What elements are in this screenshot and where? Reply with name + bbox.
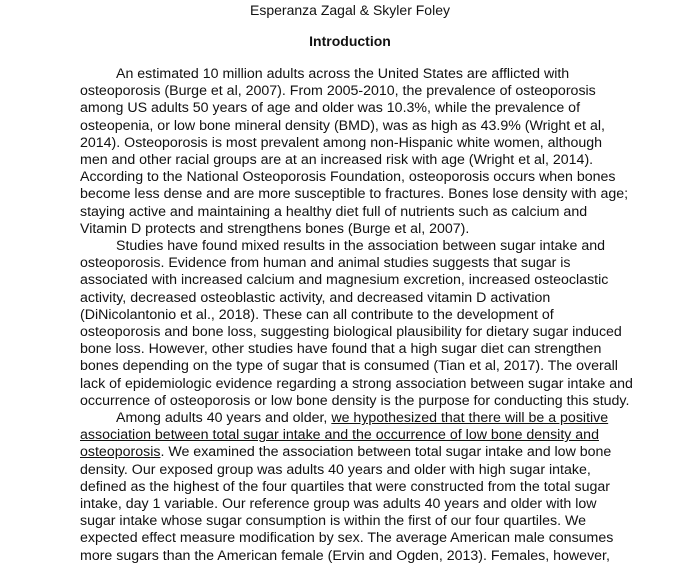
text-line: activity, decreased osteoblastic activity, and decreased vitamin D activation [80, 289, 551, 306]
text-line: among US adults 50 years of age and older was 10.3%, while the prevalence of [80, 100, 581, 117]
section-heading-introduction: Introduction [309, 33, 391, 49]
text-line: expected effect measure modification by sex. The average American male consumes [80, 530, 614, 547]
text-line: osteopenia, or low bone mineral density (BMD), was as high as 43.9% (Wright et al, [80, 117, 605, 134]
text-line [80, 444, 700, 461]
text-line [80, 410, 700, 427]
text-line: osteoporosis and bone loss, suggesting biological plausibility for dietary sugar induced [80, 324, 622, 341]
paragraph-2 [80, 238, 700, 410]
text-line: staying active and maintaining a healthy diet full of nutrients such as calcium and [80, 203, 588, 220]
hypothesis-text: association between total sugar intake and the occurrence of low bone density and [80, 427, 599, 444]
text-line: An estimated 10 million adults across the United States are afflicted with [116, 66, 570, 82]
text-line: sugar intake whose sugar consumption is within the first of our four quartiles. We [80, 513, 587, 530]
paragraph-3 [80, 410, 700, 565]
text-line: associated with increased calcium and magnesium excretion, increased osteoclastic [80, 272, 609, 289]
text-line: bones depending on the type of sugar that is consumed (Tian et al, 2017). The overall [80, 358, 618, 375]
introduction-body [80, 66, 700, 565]
text-line: (DiNicolantonio et al., 2018). These can all contribute to the development of [80, 306, 554, 323]
text-line: lack of epidemiologic evidence regarding a strong association between sugar intake and [80, 375, 633, 392]
text-line: intake, day 1 variable. Our reference group was adults 40 years and older with low [80, 496, 597, 513]
hypothesis-text: we hypothesized that there will be a positive [331, 410, 609, 427]
text-line: bone loss. However, other studies have found that a high sugar diet can strengthen [80, 341, 602, 358]
hypothesis-text: osteoporosis [80, 444, 161, 461]
text-line: density. Our exposed group was adults 40 years and older with high sugar intake, [80, 461, 591, 478]
text-span: Among adults 40 years and older, [116, 410, 332, 427]
author-line: Esperanza Zagal & Skyler Foley [250, 2, 450, 18]
text-line: Studies have found mixed results in the association between sugar intake and [116, 238, 605, 255]
text-line: osteoporosis (Burge et al, 2007). From 2005-2010, the prevalence of osteoporosis [80, 83, 596, 100]
text-line: more sugars than the American female (Ervin and Ogden, 2013). Females, however, [80, 547, 610, 564]
text-line: defined as the highest of the four quartiles that were constructed from the total sugar [80, 478, 610, 495]
text-line: men and other racial groups are at an increased risk with age (Wright et al, 2014). [80, 152, 594, 169]
text-line: become less dense and are more susceptible to fractures. Bones lose density with age; [80, 186, 629, 203]
text-span: . We examined the association between total sugar intake and low bone [160, 444, 612, 461]
text-line: According to the National Osteoporosis Foundation, osteoporosis occurs when bones [80, 169, 616, 186]
paragraph-1 [80, 66, 700, 238]
text-line: 2014). Osteoporosis is most prevalent among non-Hispanic white women, although [80, 134, 603, 151]
text-line: osteoporosis. Evidence from human and animal studies suggests that sugar is [80, 255, 571, 272]
text-line: Vitamin D protects and strengthens bones (Burge et al, 2007). [80, 220, 470, 237]
text-line: occurrence of osteoporosis or low bone density is the purpose for conducting this study. [80, 392, 630, 409]
